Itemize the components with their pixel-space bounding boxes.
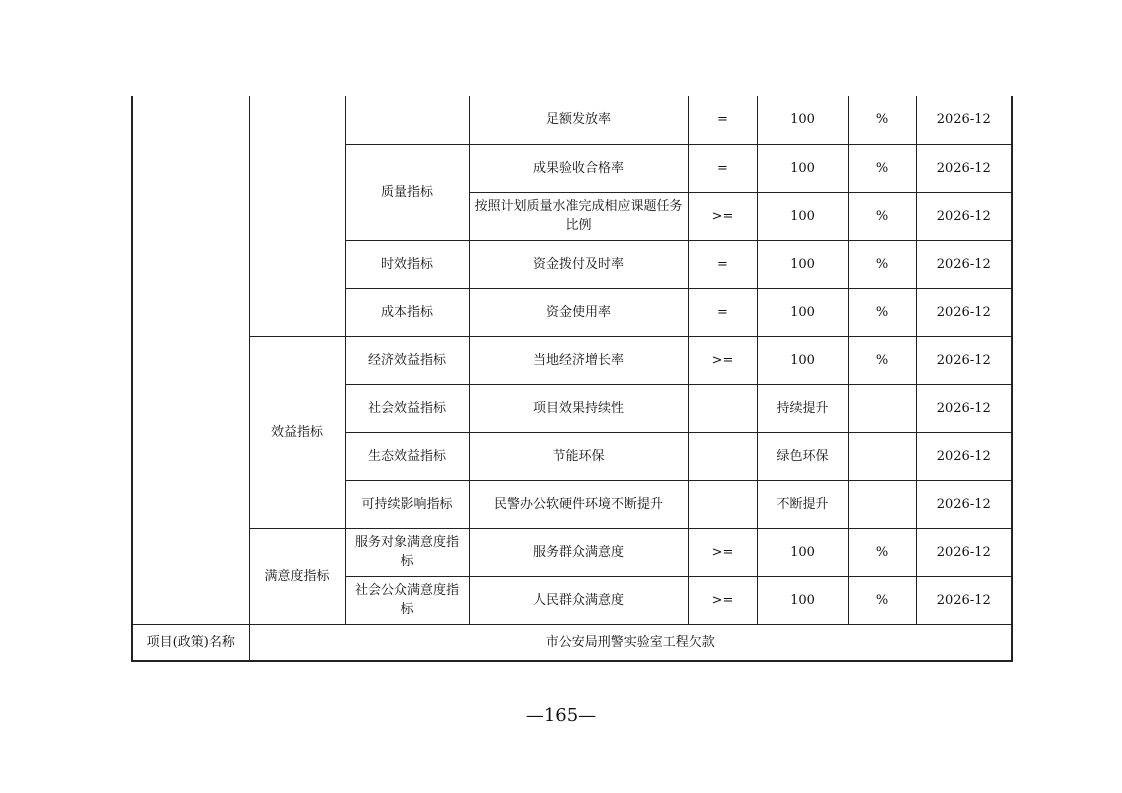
target-value-cell: 100 — [757, 192, 848, 240]
operator-cell — [688, 480, 757, 528]
secondary-indicator-cell: 社会公众满意度指标 — [345, 576, 469, 624]
primary-indicator-cell-continued — [249, 96, 345, 336]
unit-cell — [848, 384, 916, 432]
indicator-name-cell: 资金拨付及时率 — [469, 240, 688, 288]
secondary-indicator-cell: 经济效益指标 — [345, 336, 469, 384]
indicator-name-cell: 按照计划质量水准完成相应课题任务比例 — [469, 192, 688, 240]
secondary-indicator-cell: 服务对象满意度指标 — [345, 528, 469, 576]
secondary-indicator-cell — [345, 96, 469, 144]
primary-indicator-cell: 满意度指标 — [249, 528, 345, 624]
table-row — [132, 528, 1012, 576]
project-name-row — [132, 624, 1012, 661]
deadline-cell: 2026-12 — [916, 432, 1012, 480]
target-value-cell: 100 — [757, 576, 848, 624]
target-value-cell: 100 — [757, 240, 848, 288]
unit-cell — [848, 432, 916, 480]
operator-cell: >= — [688, 576, 757, 624]
secondary-indicator-cell: 社会效益指标 — [345, 384, 469, 432]
indicator-name-cell: 服务群众满意度 — [469, 528, 688, 576]
unit-cell: % — [848, 144, 916, 192]
target-value-cell: 持续提升 — [757, 384, 848, 432]
deadline-cell: 2026-12 — [916, 576, 1012, 624]
indicator-name-cell: 项目效果持续性 — [469, 384, 688, 432]
deadline-cell: 2026-12 — [916, 480, 1012, 528]
primary-indicator-cell: 效益指标 — [249, 336, 345, 528]
target-value-cell: 100 — [757, 288, 848, 336]
indicator-name-cell: 人民群众满意度 — [469, 576, 688, 624]
project-name-value: 市公安局刑警实验室工程欠款 — [249, 624, 1012, 661]
operator-cell: = — [688, 96, 757, 144]
indicator-name-cell: 当地经济增长率 — [469, 336, 688, 384]
target-value-cell: 100 — [757, 528, 848, 576]
deadline-cell: 2026-12 — [916, 384, 1012, 432]
operator-cell: >= — [688, 192, 757, 240]
performance-indicator-table — [131, 96, 1013, 662]
indicator-name-cell: 足额发放率 — [469, 96, 688, 144]
deadline-cell: 2026-12 — [916, 336, 1012, 384]
target-value-cell: 100 — [757, 96, 848, 144]
target-value-cell: 绿色环保 — [757, 432, 848, 480]
operator-cell: >= — [688, 528, 757, 576]
unit-cell — [848, 480, 916, 528]
table-row — [132, 336, 1012, 384]
indicator-name-cell: 成果验收合格率 — [469, 144, 688, 192]
target-value-cell: 100 — [757, 336, 848, 384]
operator-cell: >= — [688, 336, 757, 384]
deadline-cell: 2026-12 — [916, 192, 1012, 240]
operator-cell — [688, 384, 757, 432]
operator-cell — [688, 432, 757, 480]
deadline-cell: 2026-12 — [916, 240, 1012, 288]
indicator-name-cell: 民警办公软硬件环境不断提升 — [469, 480, 688, 528]
unit-cell: % — [848, 96, 916, 144]
secondary-indicator-cell: 质量指标 — [345, 144, 469, 240]
secondary-indicator-cell: 生态效益指标 — [345, 432, 469, 480]
unit-cell: % — [848, 528, 916, 576]
secondary-indicator-cell: 成本指标 — [345, 288, 469, 336]
operator-cell: = — [688, 144, 757, 192]
operator-cell: = — [688, 240, 757, 288]
target-value-cell: 不断提升 — [757, 480, 848, 528]
unit-cell: % — [848, 576, 916, 624]
secondary-indicator-cell: 时效指标 — [345, 240, 469, 288]
table-row — [132, 96, 1012, 144]
project-name-label: 项目(政策)名称 — [132, 624, 249, 661]
indicator-name-cell: 节能环保 — [469, 432, 688, 480]
deadline-cell: 2026-12 — [916, 96, 1012, 144]
category-cell-continued — [132, 96, 249, 624]
unit-cell: % — [848, 240, 916, 288]
unit-cell: % — [848, 288, 916, 336]
indicator-name-cell: 资金使用率 — [469, 288, 688, 336]
unit-cell: % — [848, 192, 916, 240]
page-number: —165— — [525, 705, 597, 726]
deadline-cell: 2026-12 — [916, 144, 1012, 192]
secondary-indicator-cell: 可持续影响指标 — [345, 480, 469, 528]
operator-cell: = — [688, 288, 757, 336]
target-value-cell: 100 — [757, 144, 848, 192]
unit-cell: % — [848, 336, 916, 384]
deadline-cell: 2026-12 — [916, 528, 1012, 576]
deadline-cell: 2026-12 — [916, 288, 1012, 336]
